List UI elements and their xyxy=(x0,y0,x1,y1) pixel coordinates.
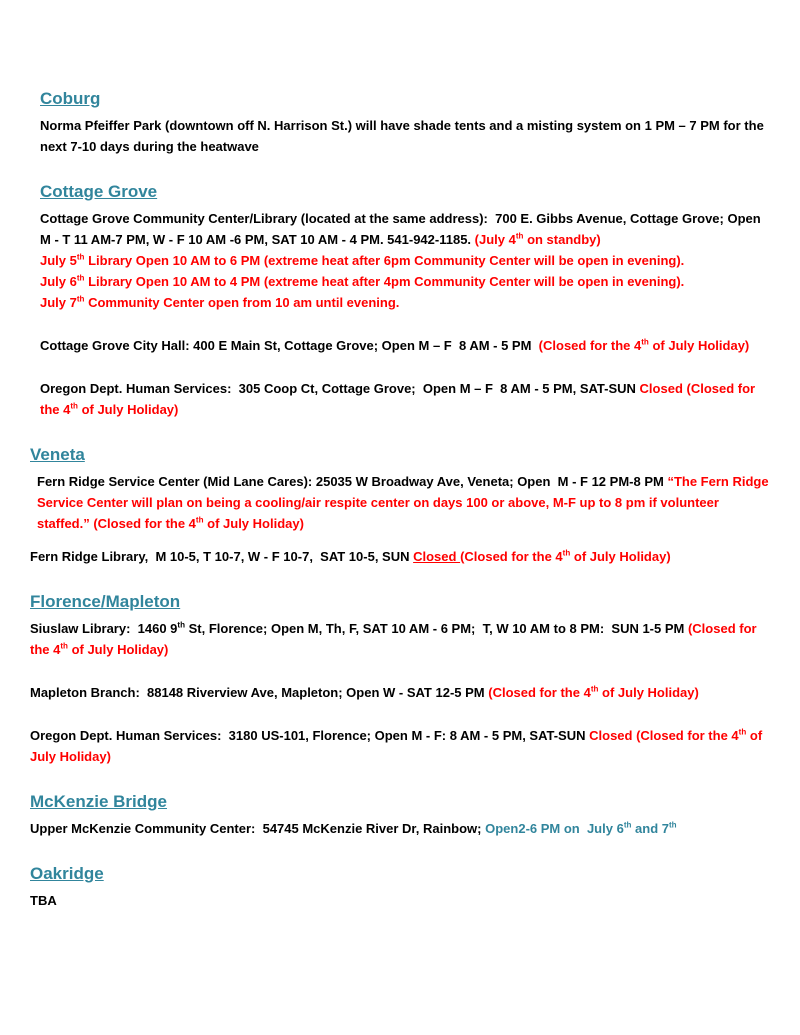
text-run: of July Holiday) xyxy=(203,516,304,531)
text-run: Norma Pfeiffer Park (downtown off N. Harrison St.) will have shade tents and a misting system on 1 PM – 7 PM for the next 7-10 days during the heatwave xyxy=(40,118,768,154)
superscript-run: th xyxy=(76,294,85,304)
superscript-run: th xyxy=(623,820,632,830)
superscript-run: th xyxy=(195,515,204,525)
paragraph-oakridge-1 xyxy=(30,890,772,911)
section-cottage-grove xyxy=(30,181,772,420)
text-run: Cottage Grove Community Center/Library (located at the same address): 700 E. Gibbs Avenue, Cottage Grove; Open M - T 11 AM-7 PM, W - F 10 AM -6 PM, SAT 10 AM - 4 PM. 541-942-1185. xyxy=(40,211,765,247)
text-run: of July Holiday) xyxy=(598,685,699,700)
text-run: (Closed for the 4 xyxy=(538,338,642,353)
superscript-run: th xyxy=(515,231,524,241)
text-run: Library Open 10 AM to 4 PM (extreme heat after 4pm Community Center will be open in evening). xyxy=(84,274,685,289)
superscript-run: th xyxy=(177,620,186,630)
text-run: Closed (Closed for the 4 xyxy=(589,728,739,743)
text-run: of July Holiday) xyxy=(77,402,179,417)
text-run: TBA xyxy=(30,893,57,908)
text-run: Upper McKenzie Community Center: 54745 McKenzie River Dr, Rainbow; xyxy=(30,821,486,836)
superscript-run: th xyxy=(76,273,85,283)
text-run: Closed (Closed for the 4 xyxy=(40,381,759,417)
text-run: Library Open 10 AM to 6 PM (extreme heat after 6pm Community Center will be open in evening). xyxy=(84,253,685,268)
text-run: of July Holiday) xyxy=(67,642,169,657)
section-heading-cottage-grove: Cottage Grove xyxy=(40,182,158,201)
section-heading-veneta: Veneta xyxy=(30,445,85,464)
superscript-run: th xyxy=(669,820,677,830)
section-oakridge xyxy=(30,863,772,911)
superscript-run: th xyxy=(738,727,747,737)
text-run: Open2-6 PM on July 6 xyxy=(485,821,624,836)
paragraph-cottage-grove-2 xyxy=(40,335,772,356)
paragraph-florence-mapleton-3 xyxy=(30,725,772,767)
text-run: Cottage Grove City Hall: 400 E Main St, Cottage Grove; Open M – F 8 AM - 5 PM xyxy=(40,338,539,353)
superscript-run: th xyxy=(60,641,68,651)
text-run: (Closed for the 4 xyxy=(488,685,591,700)
superscript-run: th xyxy=(76,252,85,262)
section-heading-coburg: Coburg xyxy=(40,89,101,108)
section-heading-florence-mapleton: Florence/Mapleton xyxy=(30,592,181,611)
section-mckenzie-bridge xyxy=(30,791,772,839)
text-run: July 5 xyxy=(40,253,77,268)
text-run: of July Holiday) xyxy=(30,728,766,764)
text-run: Siuslaw Library: 1460 9 xyxy=(30,621,178,636)
paragraph-mckenzie-bridge-1 xyxy=(30,818,772,839)
paragraph-veneta-2 xyxy=(30,546,772,567)
paragraph-florence-mapleton-2 xyxy=(30,682,772,703)
text-run: “The Fern Ridge Service Center will plan on being a cooling/air respite center on days 100 or above, M-F up to 8 pm if volunteer staffed.” (Closed for the 4 xyxy=(37,474,773,531)
superscript-run: th xyxy=(562,548,571,558)
text-run: Oregon Dept. Human Services: 305 Coop Ct, Cottage Grove; Open M – F 8 AM - 5 PM, SAT-SUN xyxy=(40,381,640,396)
text-run: of July Holiday) xyxy=(648,338,750,353)
section-heading-mckenzie-bridge: McKenzie Bridge xyxy=(30,792,167,811)
paragraph-florence-mapleton-1 xyxy=(30,618,772,660)
text-run: (Closed for the 4 xyxy=(460,549,563,564)
text-run: Mapleton Branch: 88148 Riverview Ave, Mapleton; Open W - SAT 12-5 PM xyxy=(30,685,489,700)
text-run: July 6 xyxy=(40,274,77,289)
superscript-run: th xyxy=(590,684,599,694)
text-run: of July Holiday) xyxy=(570,549,671,564)
text-run: and 7 xyxy=(631,821,669,836)
section-heading-oakridge: Oakridge xyxy=(30,864,104,883)
section-coburg xyxy=(30,88,772,157)
text-run: Community Center open from 10 am until evening. xyxy=(84,295,400,310)
text-run: St, Florence; Open M, Th, F, SAT 10 AM - 6 PM; T, W 10 AM to 8 PM: SUN 1-5 PM xyxy=(185,621,688,636)
text-run: Oregon Dept. Human Services: 3180 US-101, Florence; Open M - F: 8 AM - 5 PM, SAT-SUN xyxy=(30,728,590,743)
superscript-run: th xyxy=(641,337,649,347)
text-run: Fern Ridge Library, M 10-5, T 10-7, W - F 10-7, SAT 10-5, SUN xyxy=(30,549,414,564)
text-run: on standby) xyxy=(523,232,601,247)
paragraph-cottage-grove-1 xyxy=(40,208,772,313)
section-florence-mapleton xyxy=(30,591,772,767)
section-veneta xyxy=(30,444,772,567)
document-content xyxy=(30,88,772,911)
text-run: July 7 xyxy=(40,295,77,310)
paragraph-cottage-grove-3 xyxy=(40,378,772,420)
text-run: (Closed for the 4 xyxy=(30,621,761,657)
text-run: (July 4 xyxy=(474,232,516,247)
paragraph-veneta-1 xyxy=(37,471,772,534)
text-run: Closed xyxy=(413,549,461,564)
superscript-run: th xyxy=(70,401,78,411)
paragraph-coburg-1 xyxy=(40,115,772,157)
text-run: Fern Ridge Service Center (Mid Lane Cares): 25035 W Broadway Ave, Veneta; Open M - F 12 PM-8 PM xyxy=(37,474,668,489)
